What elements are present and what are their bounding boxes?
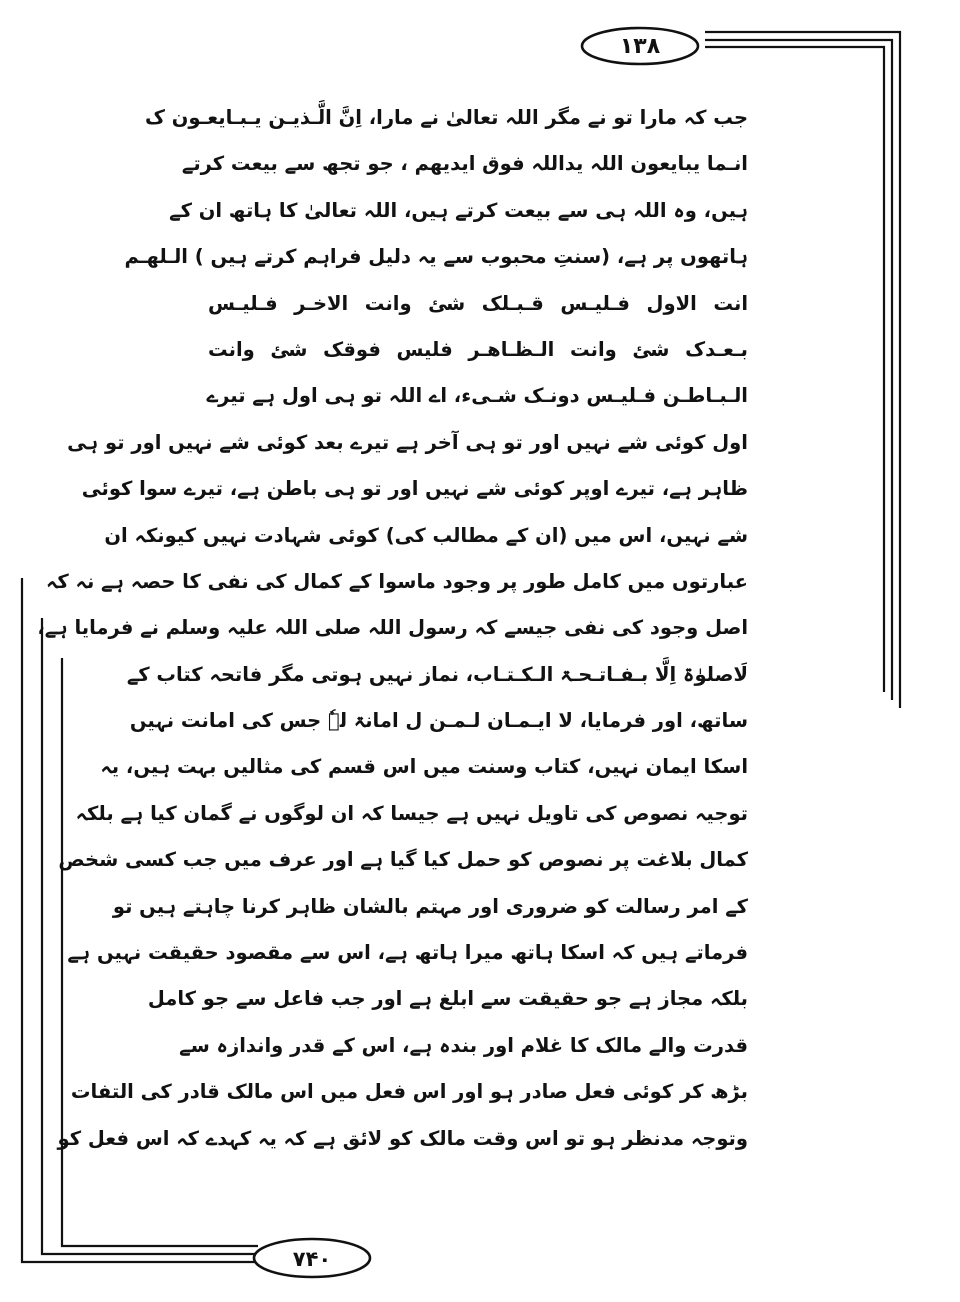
text-line: ظاہر ہے، تیرے اوپر کوئی شے نہیں اور تو ہی باطن ہے، تیرے سوا کوئی — [81, 477, 748, 501]
text-line: وتوجہ مدنظر ہو تو اس وقت مالک کو لائق ہے کہ یہ کہدے کہ اس فعل کو — [57, 1126, 748, 1150]
text-line: انـما یبایعون اللہ یداللہ فوق ایدیھم ، جو تجھ سے بیعت کرتے — [181, 152, 748, 176]
text-line: توجیہ نصوص کی تاویل نہیں ہے جیسا کہ ان لوگوں نے گمان کیا ہے بلکہ — [75, 801, 748, 825]
text-line: بـعـدک شئ وانت الـظـاھـر فلیس فوقک شئ وانت — [208, 337, 748, 361]
text-line: لَاصلوٰۃ اِلَّا بـفـاتـحـۃ الـکـتـاب، نماز نہیں ہوتی مگر فاتحہ کتاب کے — [126, 662, 748, 686]
text-line: جب کہ مارا تو نے مگر اللہ تعالیٰ نے مارا، اِنَّ الَّـذیـن یـبـایعـون ک — [145, 106, 748, 129]
text-line: شے نہیں، اس میں (ان کے مطالب کی) کوئی شہادت نہیں کیونکہ ان — [104, 523, 748, 547]
text-line: عبارتوں میں کامل طور پر وجود ماسوا کے کمال کی نفی کا حصہ ہے نہ کہ — [45, 569, 748, 593]
text-line: بڑھ کر کوئی فعل صادر ہو اور اس فعل میں اس مالک قادر کی التفات — [70, 1080, 748, 1104]
text-line: ہیں، وہ اللہ ہی سے بیعت کرتے ہیں، اللہ تعالیٰ کا ہاتھ ان کے — [169, 198, 748, 222]
urdu-text-body — [37, 95, 748, 1162]
text-line: اصل وجود کی نفی جیسے کہ رسول اللہ صلی اللہ علیہ وسلم نے فرمایا ہے، — [37, 616, 748, 640]
text-line: کے امر رسالت کو ضروری اور مہتم بالشان ظاہر کرنا چاہتے ہیں تو — [112, 894, 748, 918]
bottom-page-number: ۷۴۰ — [292, 1247, 332, 1271]
text-line: کمال بلاغت پر نصوص کو حمل کیا گیا ہے اور عرف میں جب کسی شخص — [58, 848, 748, 872]
text-line: بلکہ مجاز ہے جو حقیقت سے ابلغ ہے اور جب فاعل سے جو کامل — [147, 987, 748, 1011]
text-line: انت الاول فـلیـس قـبـلک شئ وانت الاخـر فـلیـس — [208, 291, 748, 315]
text-line: ہاتھوں پر ہے، (سنتِ محبوب سے یہ دلیل فراہم کرتے ہیں ) الـلھـم — [124, 245, 748, 269]
text-line: الـبـاطـن فـلیـس دونـک شـیء، اے اللہ تو ہی اول ہے تیرے — [206, 384, 748, 408]
text-line: ساتھ، اور فرمایا، لا ایـمـان لـمـن ل امانۃ لہٗ جس کی امانت نہیں — [129, 709, 748, 733]
text-line: قدرت والے مالک کا غلام اور بندہ ہے، اس کے قدر واندازہ سے — [179, 1033, 748, 1057]
top-page-number: ۱۳۸ — [619, 33, 661, 59]
text-line: اول کوئی شے نہیں اور تو ہی آخر ہے تیرے بعد کوئی شے نہیں اور تو ہی — [67, 430, 748, 454]
text-line: فرماتے ہیں کہ اسکا ہاتھ میرا ہاتھ ہے، اس سے مقصود حقیقت نہیں ہے — [67, 941, 748, 965]
text-line: اسکا ایمان نہیں، کتاب وسنت میں اس قسم کی مثالیں بہت ہیں، یہ — [100, 755, 748, 779]
